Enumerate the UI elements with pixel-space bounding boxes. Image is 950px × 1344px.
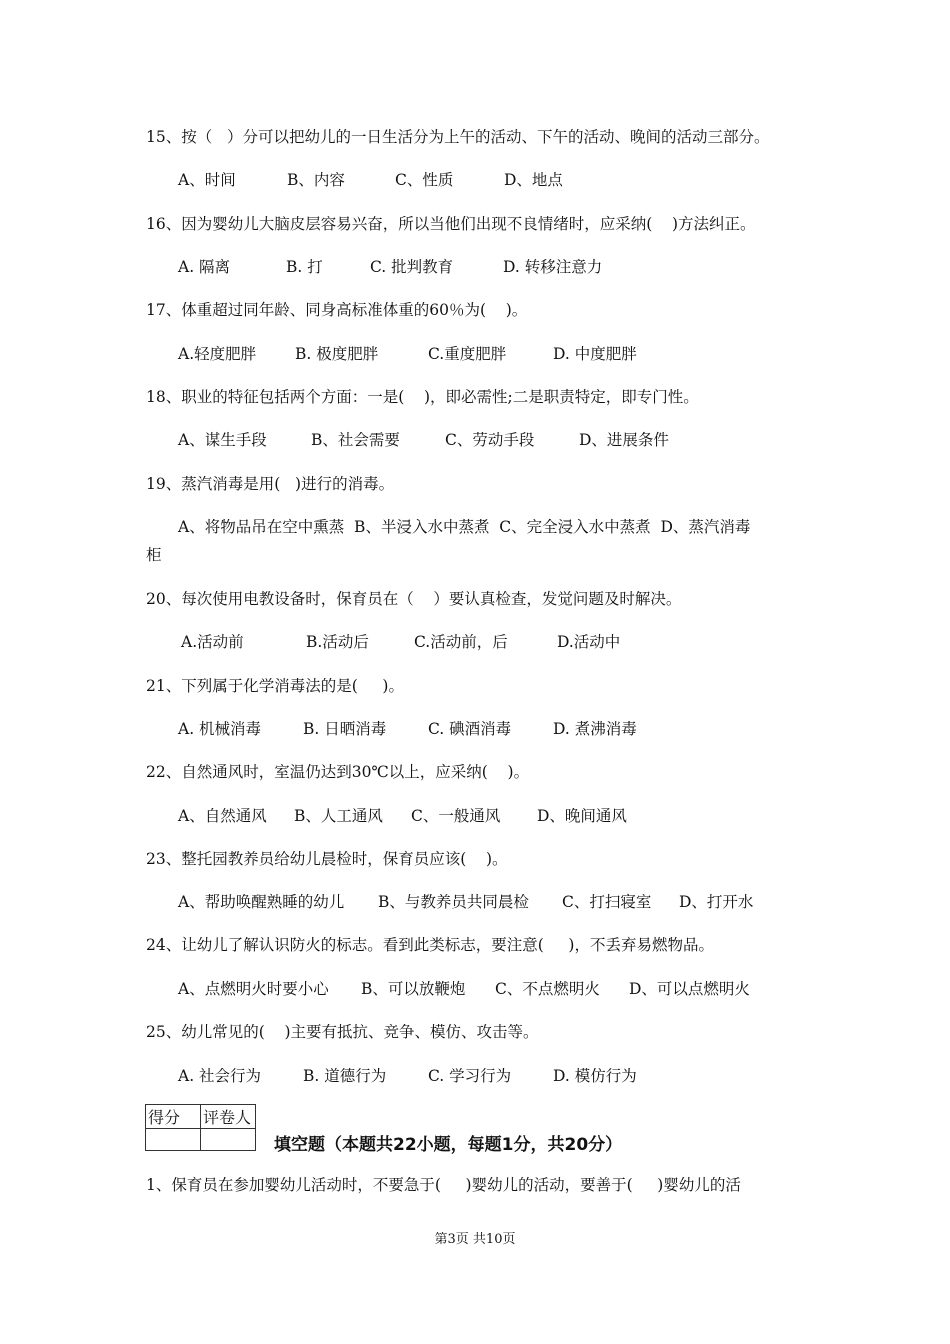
option-a: A. 机械消毒 (178, 720, 262, 738)
option-d: D. 模仿行为 (553, 1067, 637, 1085)
option-d: D、晚间通风 (537, 807, 627, 825)
option-b: B、与教养员共同晨检 (378, 893, 529, 911)
option-b: B. 日晒消毒 (303, 720, 387, 738)
option-d: D、进展条件 (579, 431, 669, 449)
option-b: B. 极度肥胖 (295, 345, 379, 363)
option-c: C. 学习行为 (428, 1067, 512, 1085)
option-a: A. 社会行为 (178, 1067, 262, 1085)
option-c: C、性质 (395, 171, 454, 189)
score-cell (146, 1129, 201, 1151)
question-17: 17、体重超过同年龄、同身高标准体重的60％为( )。 (146, 301, 528, 319)
option-d: D. 中度肥胖 (553, 345, 637, 363)
question-24: 24、让幼儿了解认识防火的标志。看到此类标志，要注意( )，不丢弃易燃物品。 (146, 936, 714, 954)
question-19: 19、蒸汽消毒是用( )进行的消毒。 (146, 475, 395, 493)
option-c: C.活动前，后 (414, 633, 508, 651)
option-b: B、社会需要 (311, 431, 400, 449)
question-19-options: A、将物品吊在空中熏蒸 B、半浸入水中蒸煮 C、完全浸入水中蒸煮 D、蒸汽消毒 (178, 518, 751, 536)
question-25: 25、幼儿常见的( )主要有抵抗、竞争、模仿、攻击等。 (146, 1023, 539, 1041)
fill-question-1: 1、保育员在参加婴幼儿活动时，不要急于( )婴幼儿的活动，要善于( )婴幼儿的活 (146, 1176, 741, 1194)
grader-cell (201, 1129, 256, 1151)
option-c: C. 批判教育 (370, 258, 454, 276)
option-a: A.轻度肥胖 (178, 345, 257, 363)
option-d: D. 转移注意力 (503, 258, 603, 276)
option-b: B. 道德行为 (303, 1067, 387, 1085)
option-b: B、内容 (287, 171, 345, 189)
option-d: D、地点 (504, 171, 563, 189)
section-title: 填空题（本题共22小题，每题1分，共20分） (274, 1135, 623, 1155)
option-d: D. 煮沸消毒 (553, 720, 637, 738)
page-footer: 第3页 共10页 (434, 1232, 516, 1247)
option-d: D、打开水 (679, 893, 754, 911)
option-c: C. 碘酒消毒 (428, 720, 512, 738)
option-a: A、时间 (178, 171, 236, 189)
option-a: A、帮助唤醒熟睡的幼儿 (178, 893, 345, 911)
question-15: 15、按（ ）分可以把幼儿的一日生活分为上午的活动、下午的活动、晚间的活动三部分。 (146, 128, 770, 146)
option-b: B、可以放鞭炮 (361, 980, 466, 998)
option-c: C.重度肥胖 (428, 345, 507, 363)
score-box (145, 1104, 256, 1151)
question-23: 23、整托园教养员给幼儿晨检时，保育员应该( )。 (146, 850, 508, 868)
option-b: B. 打 (286, 258, 323, 276)
option-c: C、不点燃明火 (495, 980, 600, 998)
question-18: 18、职业的特征包括两个方面：一是( )，即必需性;二是职责特定，即专门性。 (146, 388, 699, 406)
option-a: A、自然通风 (178, 807, 267, 825)
question-21: 21、下列属于化学消毒法的是( )。 (146, 677, 404, 695)
option-a: A. 隔离 (178, 258, 231, 276)
option-c: C、打扫寝室 (562, 893, 652, 911)
question-19-options-wrap: 柜 (146, 546, 162, 564)
option-c: C、一般通风 (411, 807, 501, 825)
option-a: A.活动前 (181, 633, 244, 651)
option-a: A、点燃明火时要小心 (178, 980, 329, 998)
question-16: 16、因为婴幼儿大脑皮层容易兴奋，所以当他们出现不良情绪时，应采纳( )方法纠正。 (146, 215, 756, 233)
option-b: B、人工通风 (294, 807, 383, 825)
option-d: D.活动中 (557, 633, 621, 651)
question-20: 20、每次使用电教设备时，保育员在（ ）要认真检查，发觉问题及时解决。 (146, 590, 682, 608)
option-d: D、可以点燃明火 (629, 980, 750, 998)
grader-label: 评卷人 (201, 1105, 256, 1129)
score-label: 得分 (146, 1105, 201, 1129)
option-b: B.活动后 (306, 633, 369, 651)
question-22: 22、自然通风时，室温仍达到30℃以上，应采纳( )。 (146, 763, 530, 781)
option-a: A、谋生手段 (178, 431, 267, 449)
option-c: C、劳动手段 (445, 431, 535, 449)
